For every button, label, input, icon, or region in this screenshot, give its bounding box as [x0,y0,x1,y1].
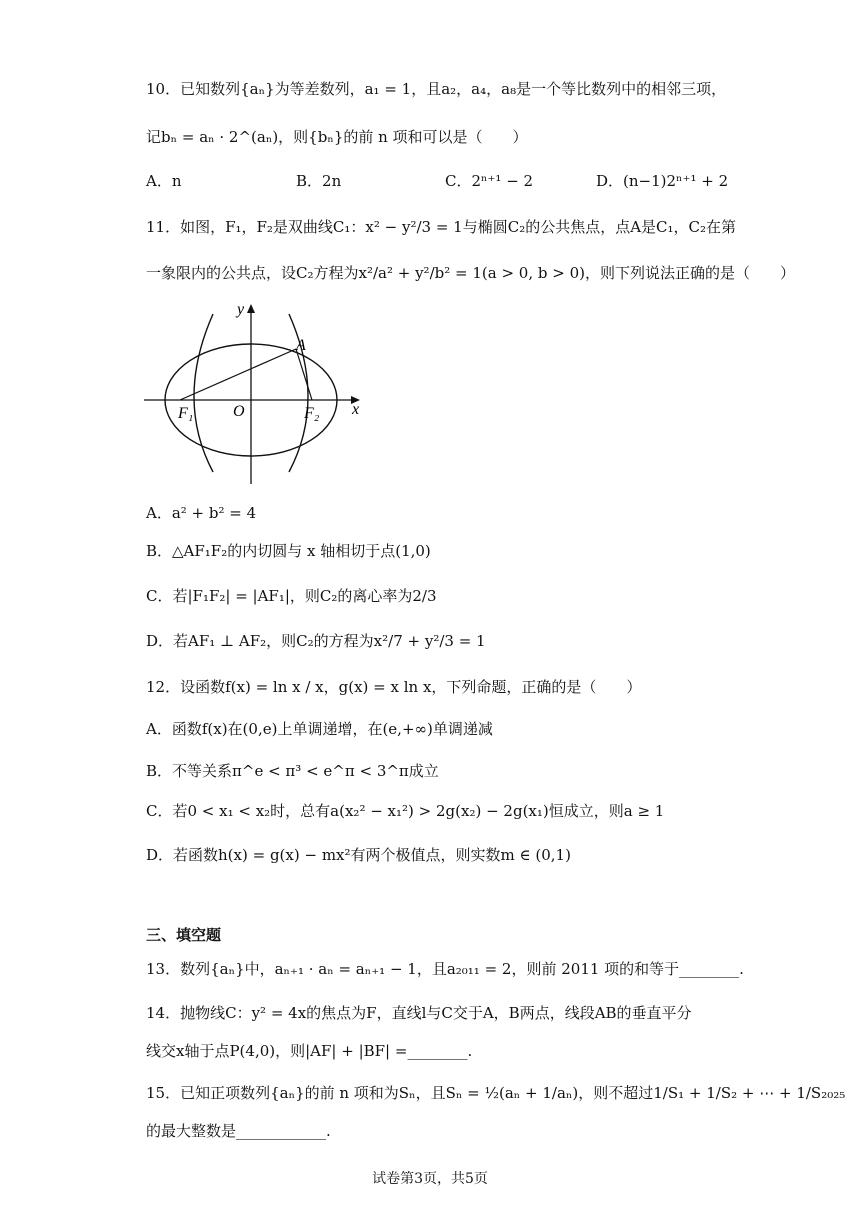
q11-figure [140,296,370,486]
q10-option-a: A．n [146,172,182,190]
y-axis-arrow [247,304,255,313]
label-y: y [237,301,245,318]
q11-option-b: B．△AF₁F₂的内切圆与 x 轴相切于点(1,0) [146,542,431,560]
q10-option-c: C．2ⁿ⁺¹ − 2 [445,172,534,190]
q10-line2: 记bₙ = aₙ · 2^(aₙ)，则{bₙ}的前 n 项和可以是（ ） [146,128,528,146]
q15-line1: 15．已知正项数列{aₙ}的前 n 项和为Sₙ，且Sₙ = ½(aₙ + 1/aₙ)，则不超过1/S₁ + 1/S₂ + ⋯ + 1/S₂₀₂₅ [146,1084,846,1102]
q11-line1: 11．如图，F₁，F₂是双曲线C₁：x² − y²/3 = 1与椭圆C₂的公共焦点，点A是C₁，C₂在第 [146,218,737,236]
q10-option-d: D．(n−1)2ⁿ⁺¹ + 2 [596,172,729,190]
q15-line2: 的最大整数是____________. [146,1122,331,1140]
q12-option-d: D．若函数h(x) = g(x) − mx²有两个极值点，则实数m ∈ (0,1) [146,846,571,864]
q12-option-c: C．若0 < x₁ < x₂时，总有a(x₂² − x₁²) > 2g(x₂) − 2g(x₁)恒成立，则a ≥ 1 [146,802,665,820]
q10-text: 10．已知数列{aₙ}为等差数列，a₁ = 1，且a₂，a₄，a₈是一个等比数列中的相邻三项， [146,80,727,98]
section-title-fill-in: 三、填空题 [146,926,222,944]
q10-option-b: B．2n [296,172,342,190]
q13-line: 13．数列{aₙ}中，aₙ₊₁ · aₙ = aₙ₊₁ − 1，且a₂₀₁₁ = 2，则前 2011 项的和等于________. [146,960,744,978]
q10-line1 [146,78,726,100]
label-o: O [233,403,245,420]
label-x: x [352,401,360,418]
q12-option-a: A．函数f(x)在(0,e)上单调递增，在(e,+∞)单调递减 [146,720,493,738]
label-a: A [296,337,306,354]
q11-option-a: A．a² + b² = 4 [146,504,257,522]
label-f2: F₂ [304,405,320,422]
q14-line2: 线交x轴于点P(4,0)，则|AF| + |BF| =________. [146,1042,473,1060]
q12-option-b: B．不等关系π^e < π³ < e^π < 3^π成立 [146,762,439,780]
label-f1: F₁ [178,405,194,422]
q14-line1: 14．抛物线C：y² = 4x的焦点为F，直线l与C交于A，B两点，线段AB的垂直平分 [146,1004,692,1022]
q11-line2: 一象限内的公共点，设C₂方程为x²/a² + y²/b² = 1(a > 0, b > 0)，则下列说法正确的是（ ） [146,264,795,282]
q12-line1: 12．设函数f(x) = ln x / x，g(x) = x ln x，下列命题，正确的是（ ） [146,678,642,696]
q11-option-d: D．若AF₁ ⊥ AF₂，则C₂的方程为x²/7 + y²/3 = 1 [146,632,486,650]
page-footer: 试卷第3页，共5页 [372,1171,488,1187]
q11-option-c: C．若|F₁F₂| = |AF₁|，则C₂的离心率为2/3 [146,587,437,605]
